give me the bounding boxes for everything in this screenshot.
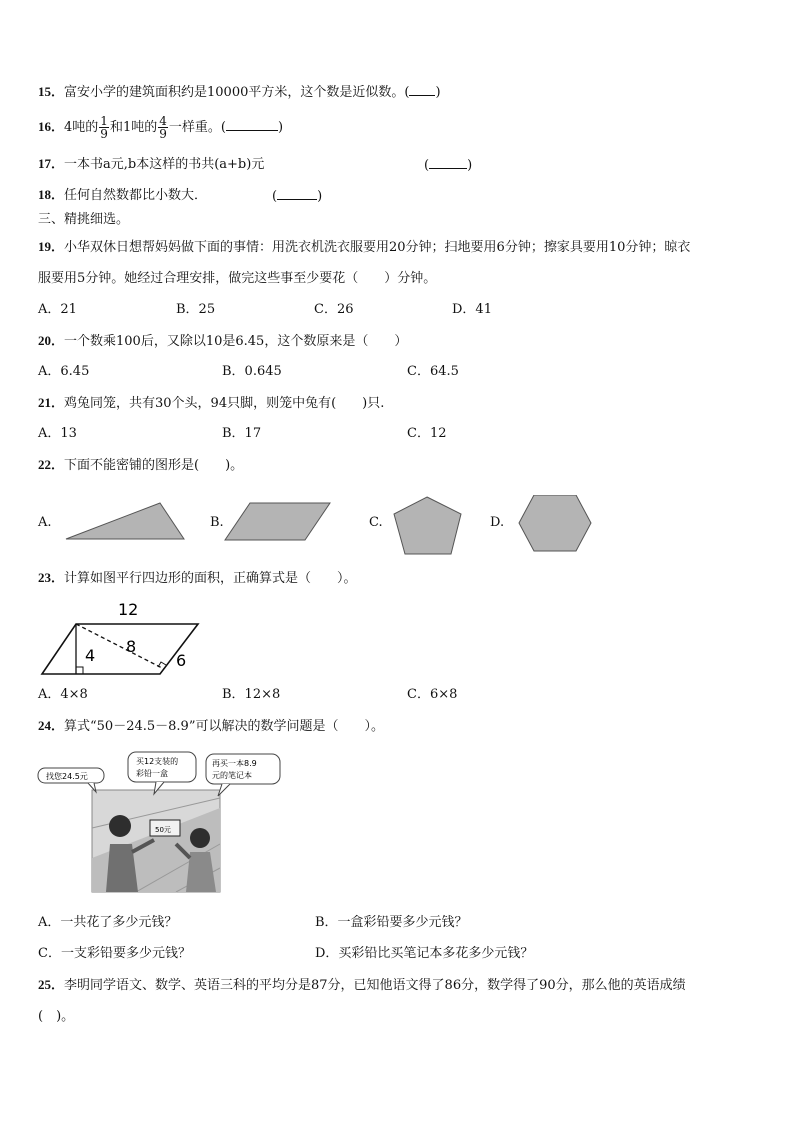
question-text: 一本书a元,b本这样的书共(a+b)元 — [64, 157, 265, 172]
question-15: 15．富安小学的建筑面积约是10000平方米，这个数是近似数。( ) — [38, 84, 441, 100]
question-text: 小华双休日想帮妈妈做下面的事情：用洗衣机洗衣服要用20分钟；扫地要用6分钟；擦家具要用10分钟；晾衣 — [64, 240, 691, 255]
option-a[interactable]: A．4×8 — [38, 687, 88, 702]
question-19-continued: 服要用5分钟。她经过合理安排，做完这些事至少要花（ ）分钟。 — [38, 271, 437, 286]
answer-bracket: ( ) — [272, 186, 322, 206]
answer-blank[interactable] — [409, 82, 435, 96]
question-text: 任何自然数都比小数大． — [64, 188, 208, 203]
option-d[interactable]: D．41 — [452, 302, 492, 317]
label-8: 8 — [126, 637, 137, 656]
bubble-change: 找您24.5元 — [46, 772, 88, 781]
question-text: 鸡兔同笼，共有30个头，94只脚，则笼中兔有( )只. — [64, 396, 385, 411]
question-number: 21． — [38, 395, 65, 410]
option-c[interactable]: C．64.5 — [407, 364, 459, 379]
option-d[interactable]: D．买彩铅比买笔记本多花多少元钱？ — [315, 946, 534, 961]
question-20 — [38, 332, 407, 351]
option-b[interactable]: B．0.645 — [222, 364, 282, 379]
bubble-pencils-line2: 彩铅一盒 — [136, 769, 168, 778]
option-b[interactable]: B．12×8 — [222, 687, 281, 702]
question-number: 17． — [38, 156, 65, 171]
answer-blank[interactable] — [226, 117, 278, 131]
fraction: $\frac{4}{9}$ — [159, 114, 167, 141]
option-b[interactable]: B．一盒彩铅要多少元钱？ — [315, 915, 468, 930]
parallelogram-figure — [38, 596, 208, 680]
question-text: 下面不能密铺的图形是( )。 — [64, 458, 244, 473]
question-number: 22． — [38, 457, 65, 472]
fraction: $\frac{1}{9}$ — [100, 114, 108, 141]
question-21 — [38, 394, 384, 413]
question-16: 16．4吨的 $\frac{1}{9}$ 和1吨的 $\frac{4}{9}$ 一样重。( ) — [38, 114, 284, 141]
question-number: 15． — [38, 84, 65, 99]
question-text: 计算如图平行四边形的面积，正确算式是（ ）。 — [64, 571, 357, 586]
question-number: 18． — [38, 187, 65, 202]
hexagon-shape[interactable] — [519, 495, 591, 551]
question-25-continued: ( )。 — [38, 1009, 75, 1024]
option-a[interactable]: A. — [38, 515, 52, 530]
bubble-notebook-line1: 再买一本8.9 — [212, 759, 257, 768]
question-number: 25． — [38, 977, 65, 992]
option-c[interactable]: C．6×8 — [407, 687, 458, 702]
question-17 — [38, 155, 264, 174]
question-text: 算式“50－24.5－8.9”可以解决的数学问题是（ ）。 — [64, 719, 384, 734]
option-c[interactable]: C．12 — [407, 426, 447, 441]
option-d[interactable]: D. — [490, 515, 505, 530]
triangle-shape[interactable] — [66, 503, 184, 539]
pentagon-shape[interactable] — [394, 497, 461, 554]
section-heading: 三、精挑细选。 — [38, 212, 130, 227]
bubble-notebook-line2: 元的笔记本 — [212, 771, 252, 780]
bill-label: 50元 — [155, 826, 171, 834]
question-number: 24． — [38, 718, 65, 733]
bubble-pencils-line1: 买12支装的 — [136, 757, 179, 766]
question-24 — [38, 717, 384, 736]
option-b[interactable]: B．25 — [176, 302, 216, 317]
option-a[interactable]: A．一共花了多少元钱？ — [38, 915, 178, 930]
question-number: 19． — [38, 239, 65, 254]
question-text: 李明同学语文、数学、英语三科的平均分是87分，已知他语文得了86分，数学得了90分，那么他的英语成绩 — [64, 978, 686, 993]
label-6: 6 — [176, 651, 187, 670]
shopping-illustration — [36, 748, 286, 894]
question-18 — [38, 186, 207, 205]
question-number: 16． — [38, 119, 65, 134]
option-b[interactable]: B. — [210, 515, 224, 530]
option-c[interactable]: C. — [369, 515, 383, 530]
answer-blank[interactable] — [429, 155, 467, 169]
question-text: 一个数乘100后，又除以10是6.45，这个数原来是（ ） — [64, 334, 408, 349]
question-text: 富安小学的建筑面积约是10000平方米，这个数是近似数。( — [64, 85, 410, 100]
question-number: 23． — [38, 570, 65, 585]
option-a[interactable]: A．13 — [38, 426, 77, 441]
option-a[interactable]: A．21 — [38, 302, 77, 317]
option-c[interactable]: C．一支彩铅要多少元钱？ — [38, 946, 191, 961]
tiling-shapes — [60, 495, 600, 557]
question-25 — [38, 976, 686, 995]
question-19 — [38, 238, 690, 257]
question-22 — [38, 456, 243, 475]
question-number: 20． — [38, 333, 65, 348]
option-b[interactable]: B．17 — [222, 426, 262, 441]
label-12: 12 — [118, 600, 139, 619]
answer-bracket: ( ) — [424, 155, 472, 175]
label-4: 4 — [85, 646, 96, 665]
question-23 — [38, 569, 357, 588]
option-c[interactable]: C．26 — [314, 302, 354, 317]
answer-blank[interactable] — [277, 186, 317, 200]
parallelogram-shape[interactable] — [225, 503, 330, 540]
option-a[interactable]: A．6.45 — [38, 364, 90, 379]
